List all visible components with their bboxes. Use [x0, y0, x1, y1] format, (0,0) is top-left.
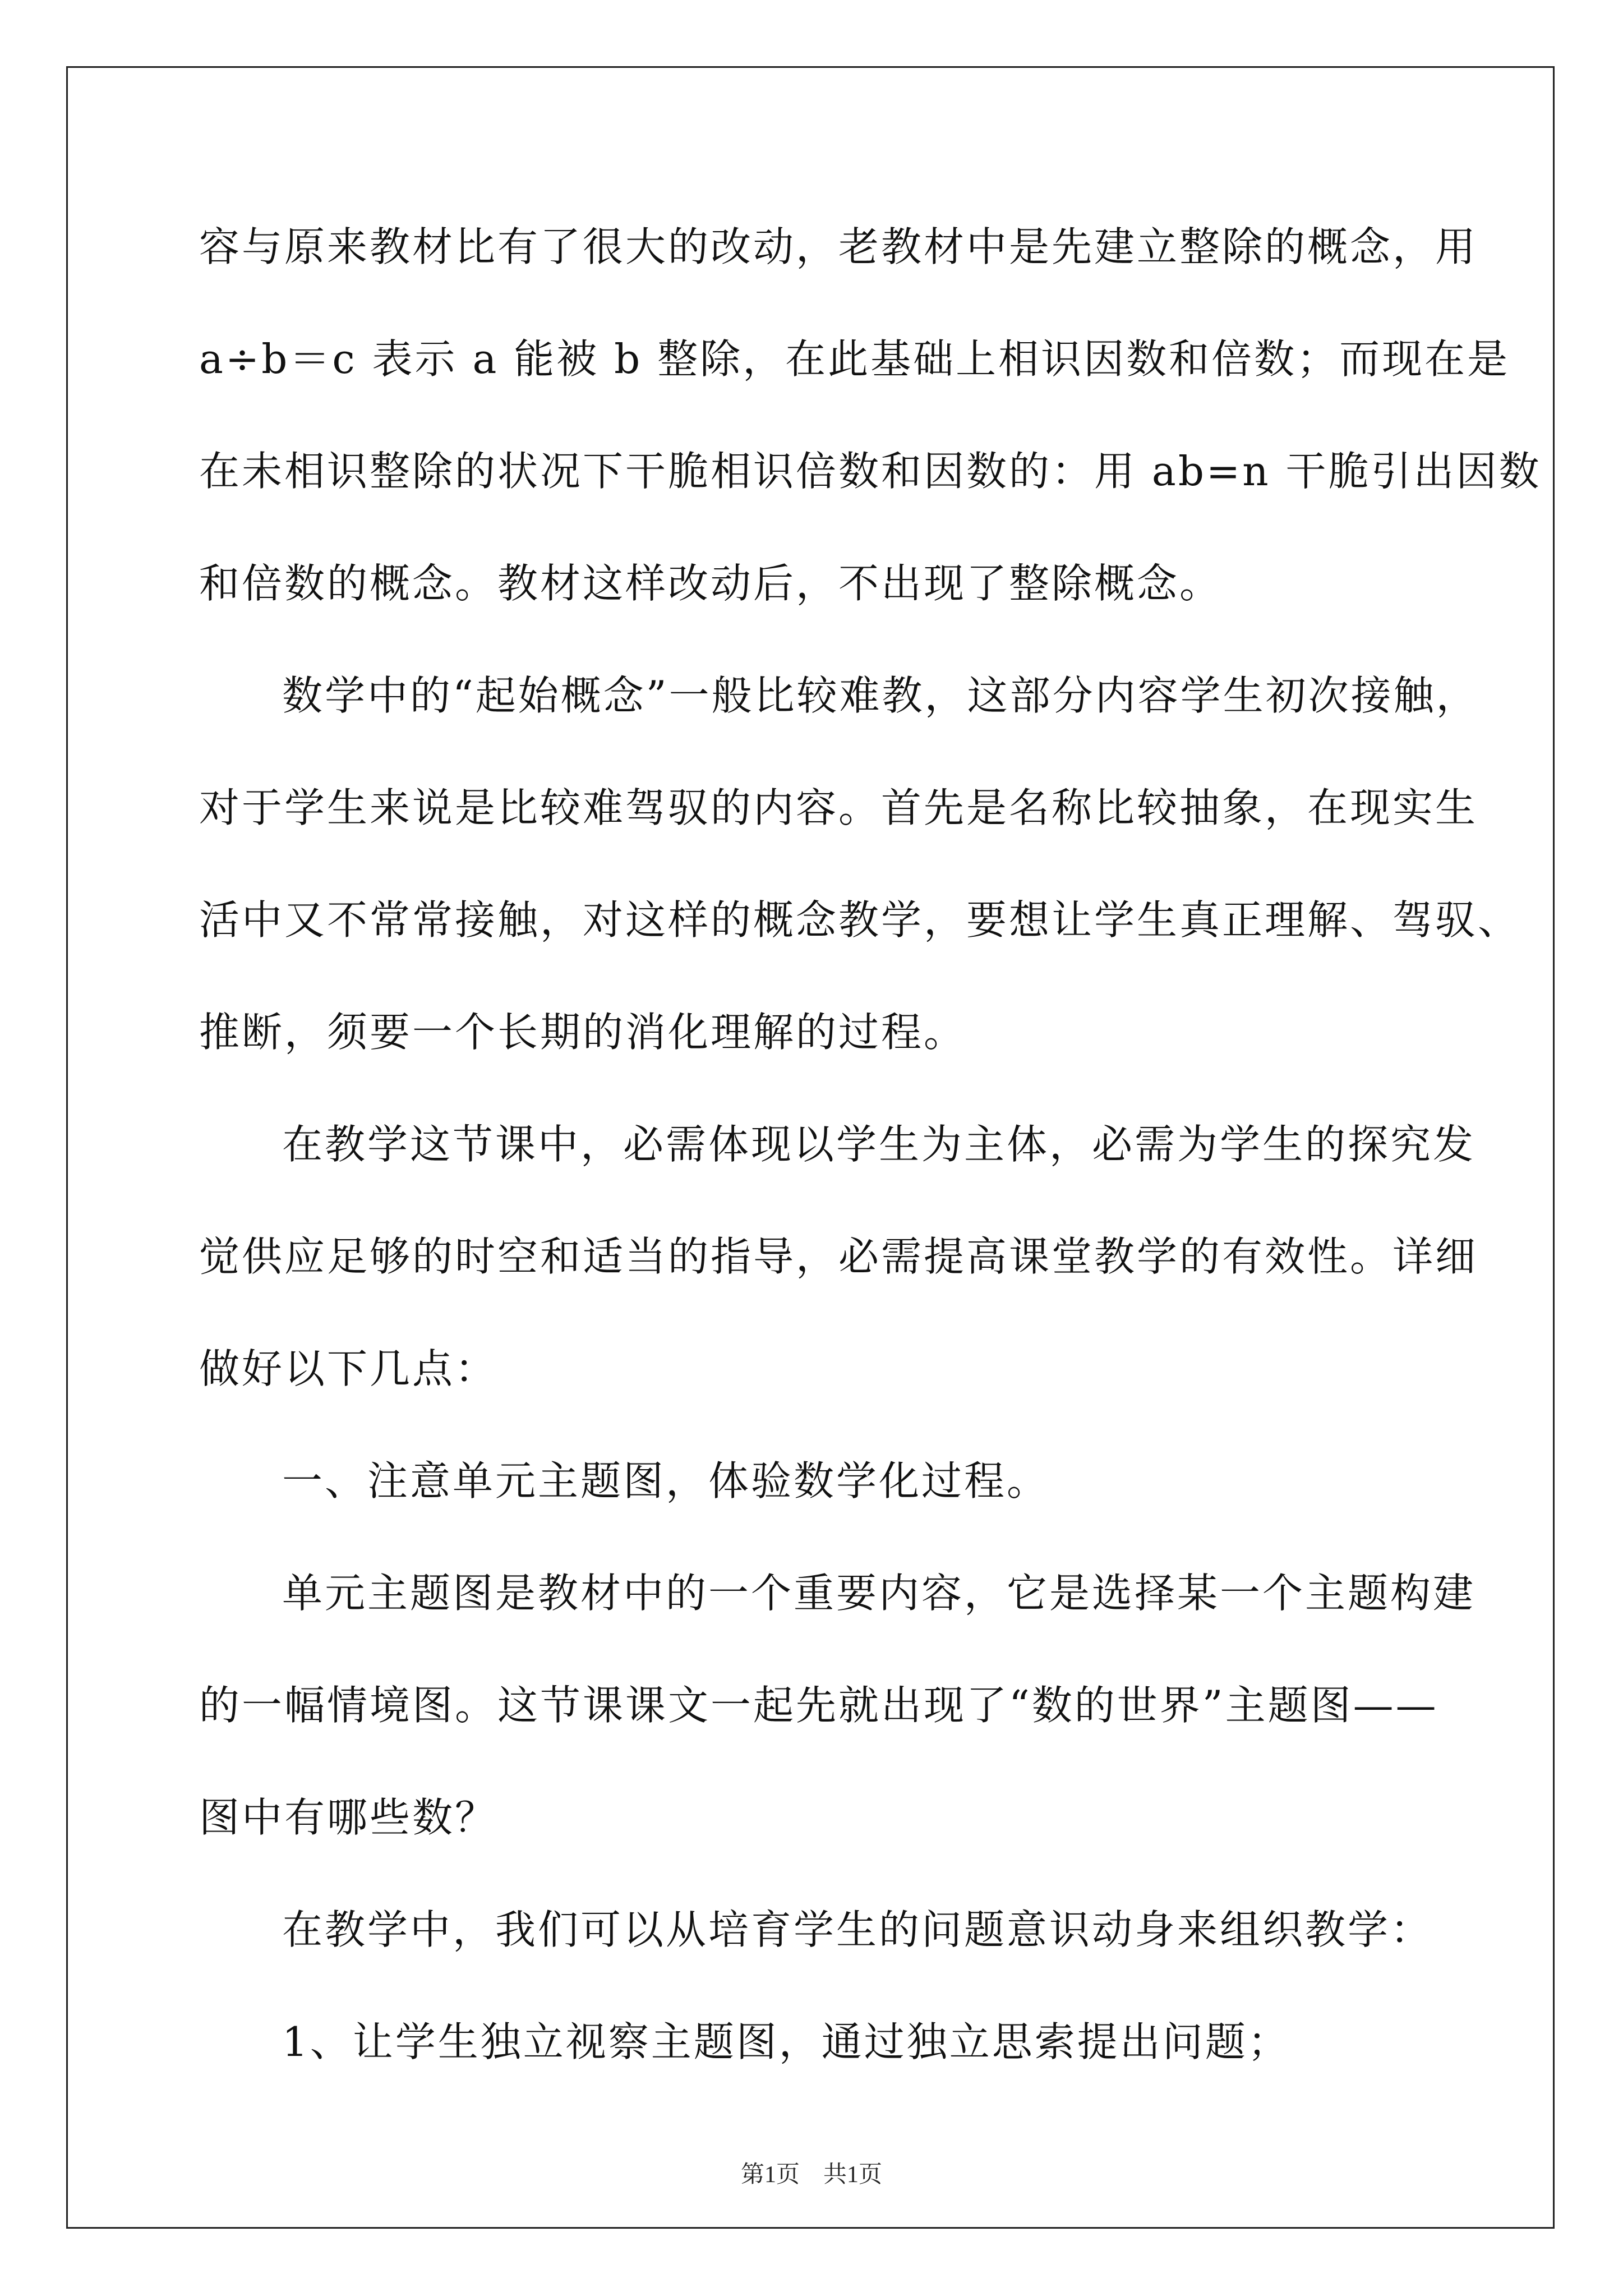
text-line: 推断，须要一个长期的消化理解的过程。	[199, 1009, 967, 1056]
text-line: 对于学生来说是比较难驾驭的内容。首先是名称比较抽象，在现实生	[199, 784, 1478, 831]
section-heading: 一、注意单元主题图，体验数学化过程。	[282, 1457, 1050, 1504]
text-line: a÷b＝c 表示 a 能被 b 整除，在此基础上相识因数和倍数；而现在是	[199, 335, 1510, 383]
text-line: 做好以下几点：	[199, 1345, 498, 1392]
text-line: 单元主题图是教材中的一个重要内容，它是选择某一个主题构建	[282, 1570, 1476, 1617]
text-line: 的一幅情境图。这节课课文一起先就出现了“数的世界”主题图——	[199, 1682, 1438, 1729]
text-line: 容与原来教材比有了很大的改动，老教材中是先建立整除的概念，用	[199, 223, 1478, 270]
text-line: 数学中的“起始概念”一般比较难教，这部分内容学生初次接触，	[282, 672, 1479, 719]
text-line: 图中有哪些数？	[199, 1794, 498, 1841]
text-line: 活中又不常常接触，对这样的概念教学，要想让学生真正理解、驾驭、	[199, 896, 1521, 944]
text-line: 在未相识整除的状况下干脆相识倍数和因数的：用 ab=n 干脆引出因数	[199, 448, 1542, 495]
text-line: 觉供应足够的时空和适当的指导，必需提高课堂教学的有效性。详细	[199, 1233, 1478, 1280]
text-line: 在教学这节课中，必需体现以学生为主体，必需为学生的探究发	[282, 1121, 1476, 1168]
list-item: 1、让学生独立视察主题图，通过独立思索提出问题；	[282, 2018, 1290, 2065]
page-number-footer: 第1页 共1页	[740, 2162, 882, 2188]
text-line: 在教学中，我们可以从培育学生的问题意识动身来组织教学：	[282, 1906, 1433, 1953]
text-line: 和倍数的概念。教材这样改动后，不出现了整除概念。	[199, 560, 1223, 607]
